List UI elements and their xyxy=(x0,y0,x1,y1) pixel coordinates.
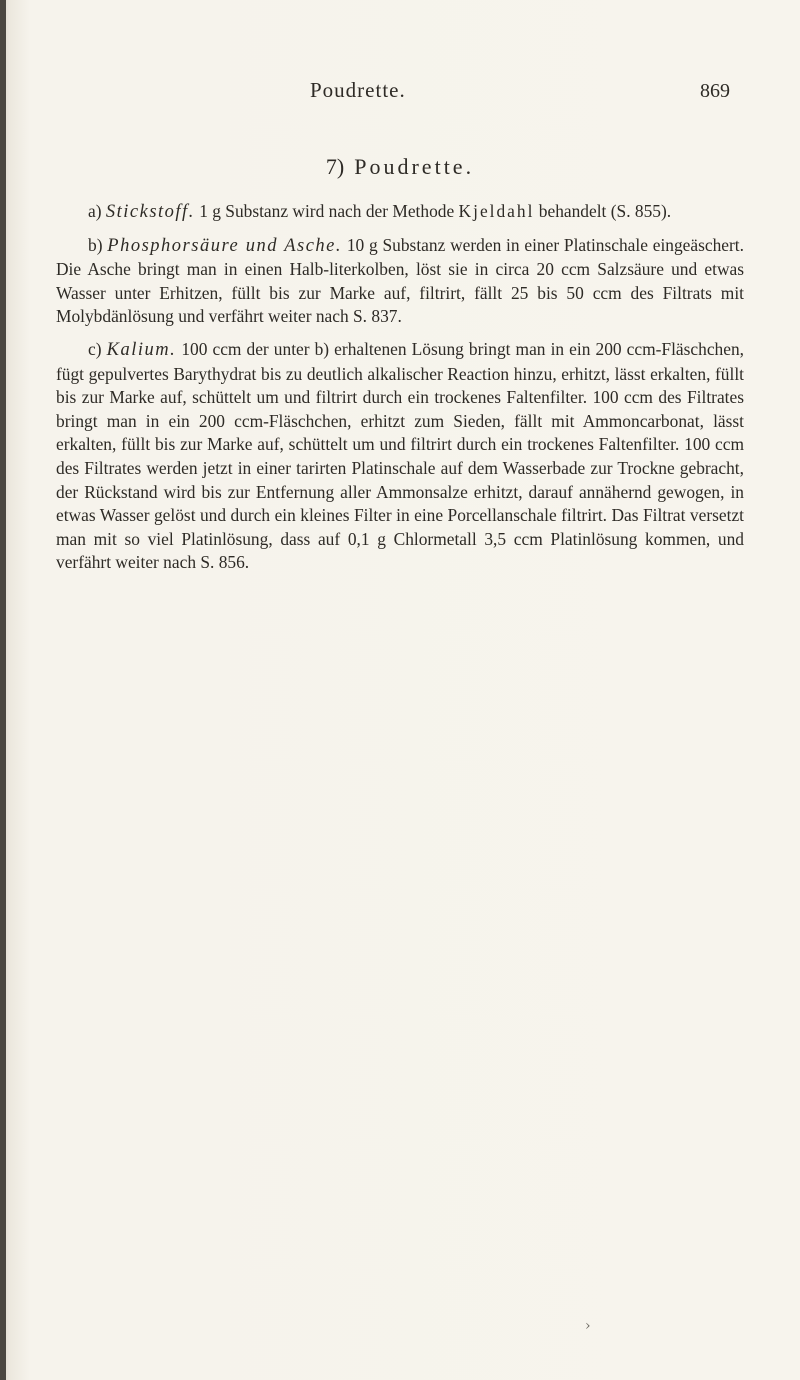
body-text xyxy=(56,200,744,584)
paragraph-label: b) xyxy=(88,234,103,255)
paragraph-label: a) xyxy=(88,201,102,221)
section-title xyxy=(0,154,800,180)
paragraph-heading: Kalium. xyxy=(106,339,177,360)
paragraph-stickstoff xyxy=(56,200,744,225)
paragraph-label: c) xyxy=(88,338,102,359)
section-name: Poudrette. xyxy=(354,154,475,179)
paragraph-text: 1 g Substanz wird nach der Methode xyxy=(199,201,459,221)
paragraph-kalium xyxy=(56,338,744,575)
paragraph-heading: Stickstoff. xyxy=(105,202,195,222)
section-number: 7) xyxy=(325,154,345,179)
page-number: 869 xyxy=(700,80,730,102)
book-spine-edge xyxy=(0,0,6,1380)
running-head xyxy=(0,78,800,108)
paragraph-phosphorsaeure xyxy=(56,234,744,329)
paragraph-text: 10 g Substanz werden in einer Platinschale eingeäschert. Die Asche bringt man in einen Halb-literkolben, löst sie in circa 20 ccm Salzsäure und etwas Wasser unter Erhitzen, füllt bis zur Marke auf, filtrirt, fällt 25 bis 50 ccm des Filtrats mit Molybdänlösung und verfährt weiter nach S. 837. xyxy=(56,234,744,327)
paragraph-text-end: behandelt (S. 855). xyxy=(534,201,672,221)
author-name: Kjeldahl xyxy=(458,201,535,221)
paragraph-text: 100 ccm der unter b) erhaltenen Lösung bringt man in ein 200 ccm-Fläschchen, fügt gepulvertes Barythydrat bis zu deutlich alkalischer Reaction hinzu, erhitzt, lässt erkalten, füllt bis zur Marke auf, schüttelt um und filtrirt durch ein trockenes Faltenfilter. 100 ccm des Filtrates bringt man in ein 200 ccm-Fläschchen, erhitzt zum Sieden, fällt mit Ammoncarbonat, lässt erkalten, füllt bis zur Marke auf, schüttelt um und filtrirt durch ein trockenes Faltenfilter. 100 ccm des Filtrates werden jetzt in einer tarirten Platinschale auf dem Wasserbade zur Trockne gebracht, der Rückstand wird bis zur Entfernung aller Ammonsalze erhitzt, darauf annähernd gewogen, in etwas Wasser gelöst und durch ein kleines Filter in eine Porcellanschale filtrirt. Das Filtrat versetzt man mit so viel Platinlösung, dass auf 0,1 g Chlormetall 3,5 ccm Platinlösung kommen, und verfährt weiter nach S. 856. xyxy=(56,338,744,573)
footer-mark: › xyxy=(585,1318,591,1334)
running-head-title: Poudrette. xyxy=(310,78,406,102)
paragraph-heading: Phosphorsäure und Asche. xyxy=(107,235,343,256)
